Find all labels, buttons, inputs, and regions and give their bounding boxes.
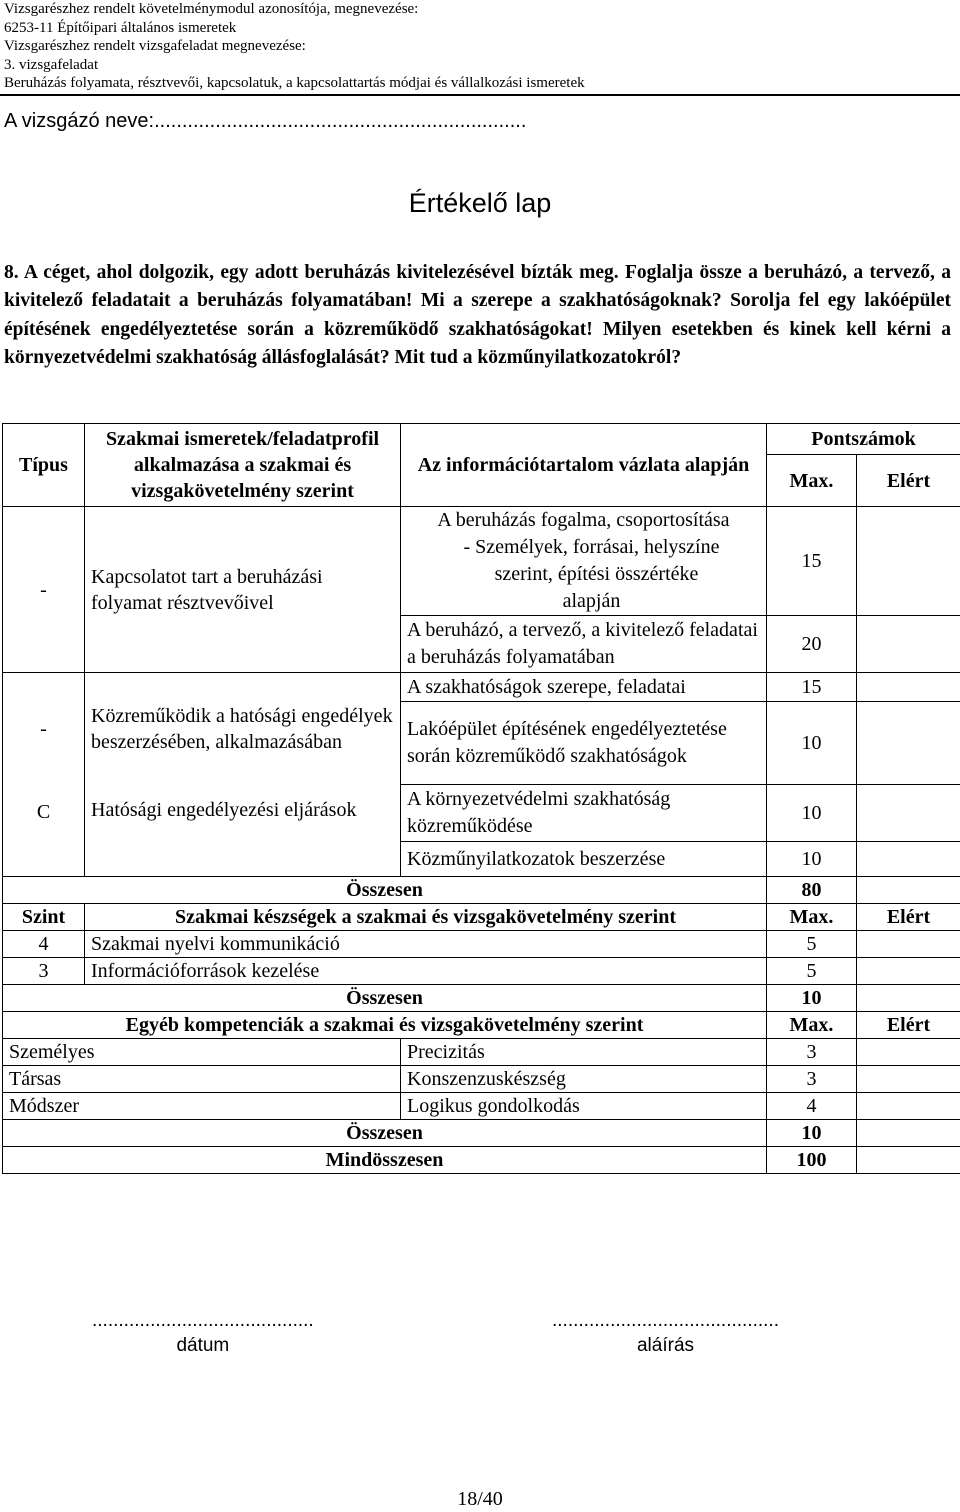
table-row [3, 958, 960, 985]
header-line-module: 6253-11 Építőipari általános ismeretek [4, 19, 237, 36]
group-profile-1: Kapcsolatot tart a beruházási folyamat résztvevőivel [85, 507, 401, 673]
info-cell-2: A beruházó, a tervező, a kivitelező feladatai a beruházás folyamatában [401, 616, 767, 673]
info-line-1b: - Személyek, forrásai, helyszíne szerint, építési összértéke alapján [463, 536, 720, 612]
total-label-2: Összesen [3, 985, 767, 1012]
skill-max-1: 5 [767, 931, 857, 958]
head-info: Az információtartalom vázlata alapján [401, 424, 767, 507]
evaluation-table [2, 423, 960, 1174]
total-got-1[interactable] [857, 877, 960, 904]
skill-got-2[interactable] [857, 958, 960, 985]
date-label: dátum [176, 1335, 230, 1356]
skills-head-level: Szint [3, 904, 85, 931]
other-head-row [3, 1012, 960, 1039]
head-type: Típus [3, 424, 85, 507]
head-max: Max. [767, 455, 857, 507]
group-profile-3: Hatósági engedélyezési eljárások [85, 785, 401, 877]
skills-head-max: Max. [767, 904, 857, 931]
table-row [3, 1093, 960, 1120]
other-head-max: Max. [767, 1012, 857, 1039]
skills-head-title: Szakmai készségek a szakmai és vizsgakövetelmény szerint [85, 904, 767, 931]
got-cell-5[interactable] [857, 785, 960, 842]
total-row-2 [3, 985, 960, 1012]
other-name-1: Precizitás [401, 1039, 767, 1066]
header-line-task-label: Vizsgarészhez rendelt vizsgafeladat megnevezése: [4, 38, 306, 55]
grand-total-value: 100 [767, 1147, 857, 1174]
skill-max-2: 5 [767, 958, 857, 985]
sign-dots[interactable]: ........................................... [552, 1310, 779, 1331]
max-cell-4: 10 [767, 702, 857, 785]
grand-total-row [3, 1147, 960, 1174]
group-type-3: C [3, 785, 85, 877]
skill-name-1: Szakmai nyelvi kommunikáció [85, 931, 767, 958]
page-title: Értékelő lap [408, 188, 552, 218]
page-number: 18/40 [457, 1488, 503, 1510]
info-cell-1 [401, 507, 767, 616]
date-dots[interactable]: .......................................... [92, 1310, 314, 1331]
skill-level-2: 3 [3, 958, 85, 985]
total-label-1: Összesen [3, 877, 767, 904]
grand-total-got[interactable] [857, 1147, 960, 1174]
group-type-1: - [3, 507, 85, 673]
header-line-task: 3. vizsgafeladat [4, 56, 99, 73]
task-description: 8. A céget, ahol dolgozik, egy adott beruházás kivitelezésével bízták meg. Foglalja össze a beruházó, a tervező, a kivitelező feladatait a beruházás folyamatában! Mi a szerepe a szakhatóságoknak? Sorolja fel egy lakóépület építésének engedélyeztetése során a közreműködő szakhatóságokat! Milyen esetekben és kinek kell kérni a környezetvédelmi szakhatóság állásfoglalását? Mit tud a közműnyilatkozatokról? [4, 262, 951, 369]
table-row [3, 931, 960, 958]
skill-got-1[interactable] [857, 931, 960, 958]
got-cell-1[interactable] [857, 507, 960, 616]
table-row [3, 507, 960, 616]
skills-head-row [3, 904, 960, 931]
header-divider [0, 94, 960, 96]
total-value-3: 10 [767, 1120, 857, 1147]
sign-signature-block [552, 1310, 779, 1357]
other-cat-1: Személyes [3, 1039, 401, 1066]
header-line-subject: Beruházás folyamata, résztvevői, kapcsolatuk, a kapcsolattartás módjai és vállalkozási ismeretek [4, 75, 585, 92]
info-cell-4: Lakóépület építésének engedélyeztetése során közreműködő szakhatóságok [401, 702, 767, 785]
got-cell-6[interactable] [857, 842, 960, 877]
got-cell-4[interactable] [857, 702, 960, 785]
other-head-title: Egyéb kompetenciák a szakmai és vizsgakövetelmény szerint [3, 1012, 767, 1039]
total-got-3[interactable] [857, 1120, 960, 1147]
other-got-3[interactable] [857, 1093, 960, 1120]
max-cell-1: 15 [767, 507, 857, 616]
other-got-2[interactable] [857, 1066, 960, 1093]
head-profile: Szakmai ismeretek/feladatprofil alkalmazása a szakmai és vizsgakövetelmény szerint [85, 424, 401, 507]
group-type-2: - [3, 673, 85, 785]
head-points: Pontszámok [767, 424, 960, 455]
got-cell-3[interactable] [857, 673, 960, 702]
table-row [3, 673, 960, 702]
date-signature-block [92, 1310, 314, 1357]
other-name-3: Logikus gondolkodás [401, 1093, 767, 1120]
max-cell-3: 15 [767, 673, 857, 702]
header-line-module-label: Vizsgarészhez rendelt követelménymodul azonosítója, megnevezése: [4, 1, 419, 17]
skills-head-got: Elért [857, 904, 960, 931]
other-cat-2: Társas [3, 1066, 401, 1093]
total-got-2[interactable] [857, 985, 960, 1012]
table-row [3, 1039, 960, 1066]
grand-total-label: Mindösszesen [3, 1147, 767, 1174]
info-cell-6: Közműnyilatkozatok beszerzése [401, 842, 767, 877]
max-cell-5: 10 [767, 785, 857, 842]
skill-name-2: Információforrások kezelése [85, 958, 767, 985]
other-got-1[interactable] [857, 1039, 960, 1066]
table-row [3, 1066, 960, 1093]
table-head-row-1 [3, 424, 960, 455]
other-max-2: 3 [767, 1066, 857, 1093]
other-max-3: 4 [767, 1093, 857, 1120]
head-got: Elért [857, 455, 960, 507]
skill-level-1: 4 [3, 931, 85, 958]
other-head-got: Elért [857, 1012, 960, 1039]
info-cell-3: A szakhatóságok szerepe, feladatai [401, 673, 767, 702]
total-row-1 [3, 877, 960, 904]
total-label-3: Összesen [3, 1120, 767, 1147]
max-cell-2: 20 [767, 616, 857, 673]
other-name-2: Konszenzuskészség [401, 1066, 767, 1093]
sign-label: aláírás [636, 1335, 695, 1356]
other-max-1: 3 [767, 1039, 857, 1066]
total-row-3 [3, 1120, 960, 1147]
group-profile-2: Közreműködik a hatósági engedélyek beszerzésében, alkalmazásában [85, 673, 401, 785]
total-value-2: 10 [767, 985, 857, 1012]
table-row [3, 785, 960, 842]
info-cell-5: A környezetvédelmi szakhatóság közreműködése [401, 785, 767, 842]
got-cell-2[interactable] [857, 616, 960, 673]
examinee-name-line: A vizsgázó neve:................................................................... [4, 110, 527, 132]
max-cell-6: 10 [767, 842, 857, 877]
other-cat-3: Módszer [3, 1093, 401, 1120]
document-header [4, 0, 954, 93]
total-value-1: 80 [767, 877, 857, 904]
info-line-1a: A beruházás fogalma, csoportosítása [437, 509, 730, 531]
